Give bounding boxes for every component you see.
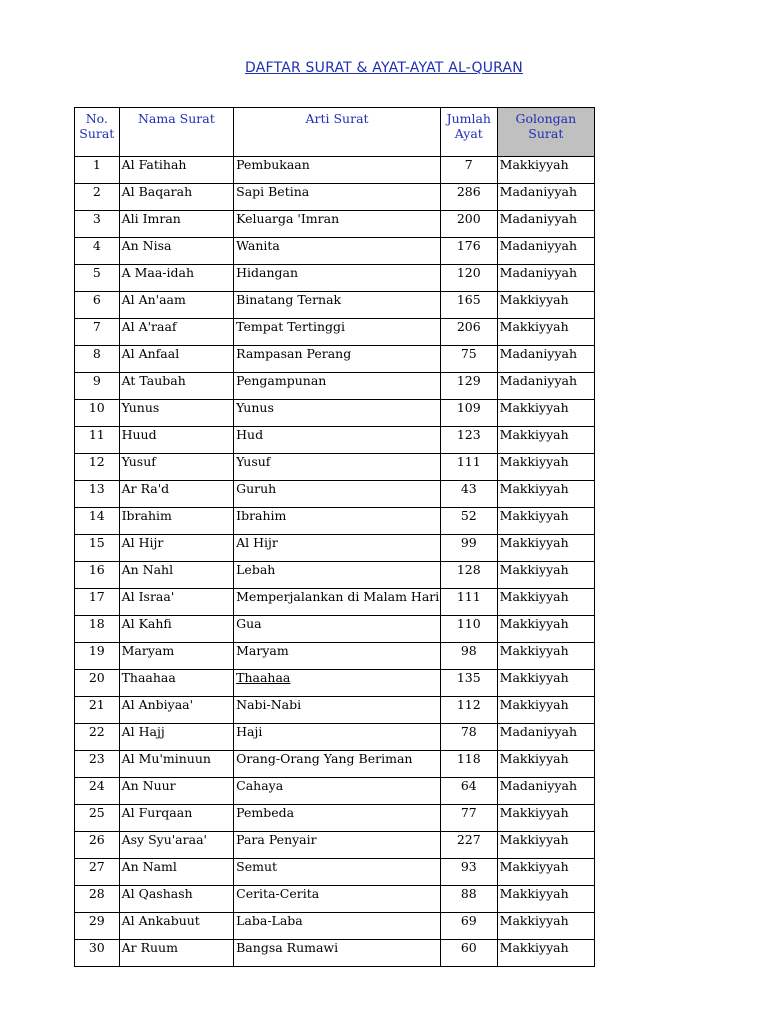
header-golongan-surat: Golongan Surat xyxy=(497,108,594,157)
cell-jumlah-ayat: 98 xyxy=(440,643,497,670)
cell-golongan-surat: Makkiyyah xyxy=(497,454,594,481)
table-row xyxy=(75,697,595,724)
surat-table xyxy=(74,107,595,967)
cell-no-surat: 15 xyxy=(75,535,120,562)
cell-arti-surat: Tempat Tertinggi xyxy=(234,319,441,346)
cell-arti-surat: Hidangan xyxy=(234,265,441,292)
cell-arti-surat: Orang-Orang Yang Beriman xyxy=(234,751,441,778)
cell-nama-surat: Al A'raaf xyxy=(119,319,234,346)
cell-jumlah-ayat: 123 xyxy=(440,427,497,454)
table-row xyxy=(75,265,595,292)
cell-arti-surat: Pembukaan xyxy=(234,157,441,184)
header-nama-surat: Nama Surat xyxy=(119,108,234,157)
cell-arti-surat: Nabi-Nabi xyxy=(234,697,441,724)
cell-jumlah-ayat: 227 xyxy=(440,832,497,859)
header-no-surat: No. Surat xyxy=(75,108,120,157)
cell-nama-surat: Al Fatihah xyxy=(119,157,234,184)
cell-golongan-surat: Makkiyyah xyxy=(497,859,594,886)
cell-nama-surat: A Maa-idah xyxy=(119,265,234,292)
cell-arti-surat: Guruh xyxy=(234,481,441,508)
table-row xyxy=(75,832,595,859)
cell-nama-surat: Al Furqaan xyxy=(119,805,234,832)
cell-no-surat: 29 xyxy=(75,913,120,940)
cell-golongan-surat: Makkiyyah xyxy=(497,292,594,319)
cell-golongan-surat: Madaniyyah xyxy=(497,238,594,265)
cell-no-surat: 4 xyxy=(75,238,120,265)
header-jumlah-ayat: Jumlah Ayat xyxy=(440,108,497,157)
cell-jumlah-ayat: 7 xyxy=(440,157,497,184)
cell-nama-surat: Al Qashash xyxy=(119,886,234,913)
table-row xyxy=(75,751,595,778)
cell-jumlah-ayat: 120 xyxy=(440,265,497,292)
cell-golongan-surat: Madaniyyah xyxy=(497,346,594,373)
cell-golongan-surat: Makkiyyah xyxy=(497,508,594,535)
table-row xyxy=(75,373,595,400)
cell-golongan-surat: Makkiyyah xyxy=(497,400,594,427)
cell-arti-surat: Para Penyair xyxy=(234,832,441,859)
cell-golongan-surat: Makkiyyah xyxy=(497,157,594,184)
table-row xyxy=(75,670,595,697)
cell-golongan-surat: Makkiyyah xyxy=(497,535,594,562)
cell-nama-surat: Al Ankabuut xyxy=(119,913,234,940)
cell-jumlah-ayat: 110 xyxy=(440,616,497,643)
table-row xyxy=(75,589,595,616)
cell-golongan-surat: Makkiyyah xyxy=(497,751,594,778)
cell-golongan-surat: Madaniyyah xyxy=(497,724,594,751)
cell-no-surat: 30 xyxy=(75,940,120,967)
cell-no-surat: 17 xyxy=(75,589,120,616)
cell-jumlah-ayat: 128 xyxy=(440,562,497,589)
cell-golongan-surat: Makkiyyah xyxy=(497,562,594,589)
cell-arti-surat: Maryam xyxy=(234,643,441,670)
cell-nama-surat: Al Israa' xyxy=(119,589,234,616)
table-row xyxy=(75,643,595,670)
cell-no-surat: 9 xyxy=(75,373,120,400)
table-row xyxy=(75,778,595,805)
cell-no-surat: 22 xyxy=(75,724,120,751)
cell-jumlah-ayat: 77 xyxy=(440,805,497,832)
cell-nama-surat: At Taubah xyxy=(119,373,234,400)
cell-arti-surat: Pembeda xyxy=(234,805,441,832)
cell-jumlah-ayat: 111 xyxy=(440,454,497,481)
cell-jumlah-ayat: 69 xyxy=(440,913,497,940)
cell-golongan-surat: Makkiyyah xyxy=(497,886,594,913)
cell-no-surat: 18 xyxy=(75,616,120,643)
cell-arti-surat: Pengampunan xyxy=(234,373,441,400)
cell-nama-surat: Al Anfaal xyxy=(119,346,234,373)
table-row xyxy=(75,454,595,481)
cell-no-surat: 16 xyxy=(75,562,120,589)
cell-jumlah-ayat: 88 xyxy=(440,886,497,913)
cell-no-surat: 5 xyxy=(75,265,120,292)
table-row xyxy=(75,481,595,508)
cell-jumlah-ayat: 200 xyxy=(440,211,497,238)
cell-golongan-surat: Makkiyyah xyxy=(497,832,594,859)
cell-jumlah-ayat: 75 xyxy=(440,346,497,373)
cell-golongan-surat: Makkiyyah xyxy=(497,589,594,616)
cell-nama-surat: Al Hajj xyxy=(119,724,234,751)
table-row xyxy=(75,805,595,832)
cell-no-surat: 21 xyxy=(75,697,120,724)
cell-no-surat: 6 xyxy=(75,292,120,319)
cell-jumlah-ayat: 43 xyxy=(440,481,497,508)
cell-no-surat: 10 xyxy=(75,400,120,427)
cell-jumlah-ayat: 93 xyxy=(440,859,497,886)
table-row xyxy=(75,211,595,238)
cell-arti-surat: Lebah xyxy=(234,562,441,589)
page-title: DAFTAR SURAT & AYAT-AYAT AL-QURAN xyxy=(245,60,523,76)
cell-golongan-surat: Madaniyyah xyxy=(497,265,594,292)
cell-arti-surat: Sapi Betina xyxy=(234,184,441,211)
table-row xyxy=(75,616,595,643)
cell-arti-surat: Wanita xyxy=(234,238,441,265)
cell-no-surat: 28 xyxy=(75,886,120,913)
table-body xyxy=(75,157,595,967)
cell-nama-surat: Yunus xyxy=(119,400,234,427)
cell-nama-surat: An Nisa xyxy=(119,238,234,265)
cell-no-surat: 14 xyxy=(75,508,120,535)
cell-golongan-surat: Makkiyyah xyxy=(497,643,594,670)
cell-golongan-surat: Makkiyyah xyxy=(497,427,594,454)
cell-nama-surat: Al Mu'minuun xyxy=(119,751,234,778)
cell-no-surat: 26 xyxy=(75,832,120,859)
table-row xyxy=(75,319,595,346)
cell-arti-surat: Al Hijr xyxy=(234,535,441,562)
cell-nama-surat: Al An'aam xyxy=(119,292,234,319)
cell-nama-surat: Al Kahfi xyxy=(119,616,234,643)
cell-jumlah-ayat: 78 xyxy=(440,724,497,751)
cell-nama-surat: An Nahl xyxy=(119,562,234,589)
table-row xyxy=(75,184,595,211)
table-row xyxy=(75,346,595,373)
cell-arti-surat: Yunus xyxy=(234,400,441,427)
cell-nama-surat: Ali Imran xyxy=(119,211,234,238)
cell-jumlah-ayat: 112 xyxy=(440,697,497,724)
cell-arti-surat: Bangsa Rumawi xyxy=(234,940,441,967)
table-row xyxy=(75,292,595,319)
cell-golongan-surat: Madaniyyah xyxy=(497,373,594,400)
cell-golongan-surat: Makkiyyah xyxy=(497,805,594,832)
cell-arti-surat: Keluarga 'Imran xyxy=(234,211,441,238)
cell-no-surat: 23 xyxy=(75,751,120,778)
cell-nama-surat: Al Hijr xyxy=(119,535,234,562)
cell-jumlah-ayat: 52 xyxy=(440,508,497,535)
cell-jumlah-ayat: 60 xyxy=(440,940,497,967)
cell-jumlah-ayat: 64 xyxy=(440,778,497,805)
cell-jumlah-ayat: 111 xyxy=(440,589,497,616)
cell-nama-surat: Ar Ruum xyxy=(119,940,234,967)
header-arti-surat: Arti Surat xyxy=(234,108,441,157)
cell-no-surat: 19 xyxy=(75,643,120,670)
cell-arti-surat: Yusuf xyxy=(234,454,441,481)
cell-no-surat: 7 xyxy=(75,319,120,346)
cell-jumlah-ayat: 286 xyxy=(440,184,497,211)
cell-arti-surat: Laba-Laba xyxy=(234,913,441,940)
table-row xyxy=(75,724,595,751)
cell-nama-surat: An Nuur xyxy=(119,778,234,805)
cell-arti-surat: Cahaya xyxy=(234,778,441,805)
cell-golongan-surat: Makkiyyah xyxy=(497,670,594,697)
cell-no-surat: 1 xyxy=(75,157,120,184)
table-row xyxy=(75,940,595,967)
cell-no-surat: 11 xyxy=(75,427,120,454)
cell-jumlah-ayat: 165 xyxy=(440,292,497,319)
cell-arti-surat: Rampasan Perang xyxy=(234,346,441,373)
cell-nama-surat: Asy Syu'araa' xyxy=(119,832,234,859)
cell-nama-surat: An Naml xyxy=(119,859,234,886)
cell-nama-surat: Ibrahim xyxy=(119,508,234,535)
cell-jumlah-ayat: 129 xyxy=(440,373,497,400)
cell-nama-surat: Huud xyxy=(119,427,234,454)
table-row xyxy=(75,859,595,886)
table-header-row xyxy=(75,108,595,157)
table-row xyxy=(75,238,595,265)
cell-arti-surat: Gua xyxy=(234,616,441,643)
cell-no-surat: 24 xyxy=(75,778,120,805)
table-row xyxy=(75,508,595,535)
cell-arti-surat: Hud xyxy=(234,427,441,454)
table-row xyxy=(75,886,595,913)
cell-nama-surat: Maryam xyxy=(119,643,234,670)
table-row xyxy=(75,913,595,940)
cell-jumlah-ayat: 176 xyxy=(440,238,497,265)
cell-nama-surat: Yusuf xyxy=(119,454,234,481)
cell-jumlah-ayat: 99 xyxy=(440,535,497,562)
cell-nama-surat: Thaahaa xyxy=(119,670,234,697)
cell-jumlah-ayat: 206 xyxy=(440,319,497,346)
cell-golongan-surat: Makkiyyah xyxy=(497,319,594,346)
cell-arti-surat: Ibrahim xyxy=(234,508,441,535)
cell-no-surat: 2 xyxy=(75,184,120,211)
cell-no-surat: 3 xyxy=(75,211,120,238)
cell-golongan-surat: Madaniyyah xyxy=(497,211,594,238)
table-row xyxy=(75,157,595,184)
table-row xyxy=(75,562,595,589)
cell-arti-surat: Cerita-Cerita xyxy=(234,886,441,913)
cell-golongan-surat: Makkiyyah xyxy=(497,913,594,940)
cell-jumlah-ayat: 135 xyxy=(440,670,497,697)
cell-golongan-surat: Makkiyyah xyxy=(497,697,594,724)
cell-golongan-surat: Madaniyyah xyxy=(497,184,594,211)
cell-no-surat: 27 xyxy=(75,859,120,886)
cell-jumlah-ayat: 118 xyxy=(440,751,497,778)
cell-no-surat: 25 xyxy=(75,805,120,832)
cell-nama-surat: Al Baqarah xyxy=(119,184,234,211)
table-row xyxy=(75,535,595,562)
cell-no-surat: 13 xyxy=(75,481,120,508)
cell-arti-surat: Haji xyxy=(234,724,441,751)
cell-arti-surat: Memperjalankan di Malam Hari xyxy=(234,589,441,616)
cell-no-surat: 12 xyxy=(75,454,120,481)
table-row xyxy=(75,427,595,454)
cell-no-surat: 20 xyxy=(75,670,120,697)
cell-arti-surat: Binatang Ternak xyxy=(234,292,441,319)
cell-arti-surat: Semut xyxy=(234,859,441,886)
cell-golongan-surat: Makkiyyah xyxy=(497,481,594,508)
table-row xyxy=(75,400,595,427)
cell-jumlah-ayat: 109 xyxy=(440,400,497,427)
cell-no-surat: 8 xyxy=(75,346,120,373)
cell-golongan-surat: Makkiyyah xyxy=(497,940,594,967)
cell-golongan-surat: Madaniyyah xyxy=(497,778,594,805)
cell-nama-surat: Ar Ra'd xyxy=(119,481,234,508)
cell-golongan-surat: Makkiyyah xyxy=(497,616,594,643)
cell-arti-surat: Thaahaa xyxy=(234,670,441,697)
cell-nama-surat: Al Anbiyaa' xyxy=(119,697,234,724)
